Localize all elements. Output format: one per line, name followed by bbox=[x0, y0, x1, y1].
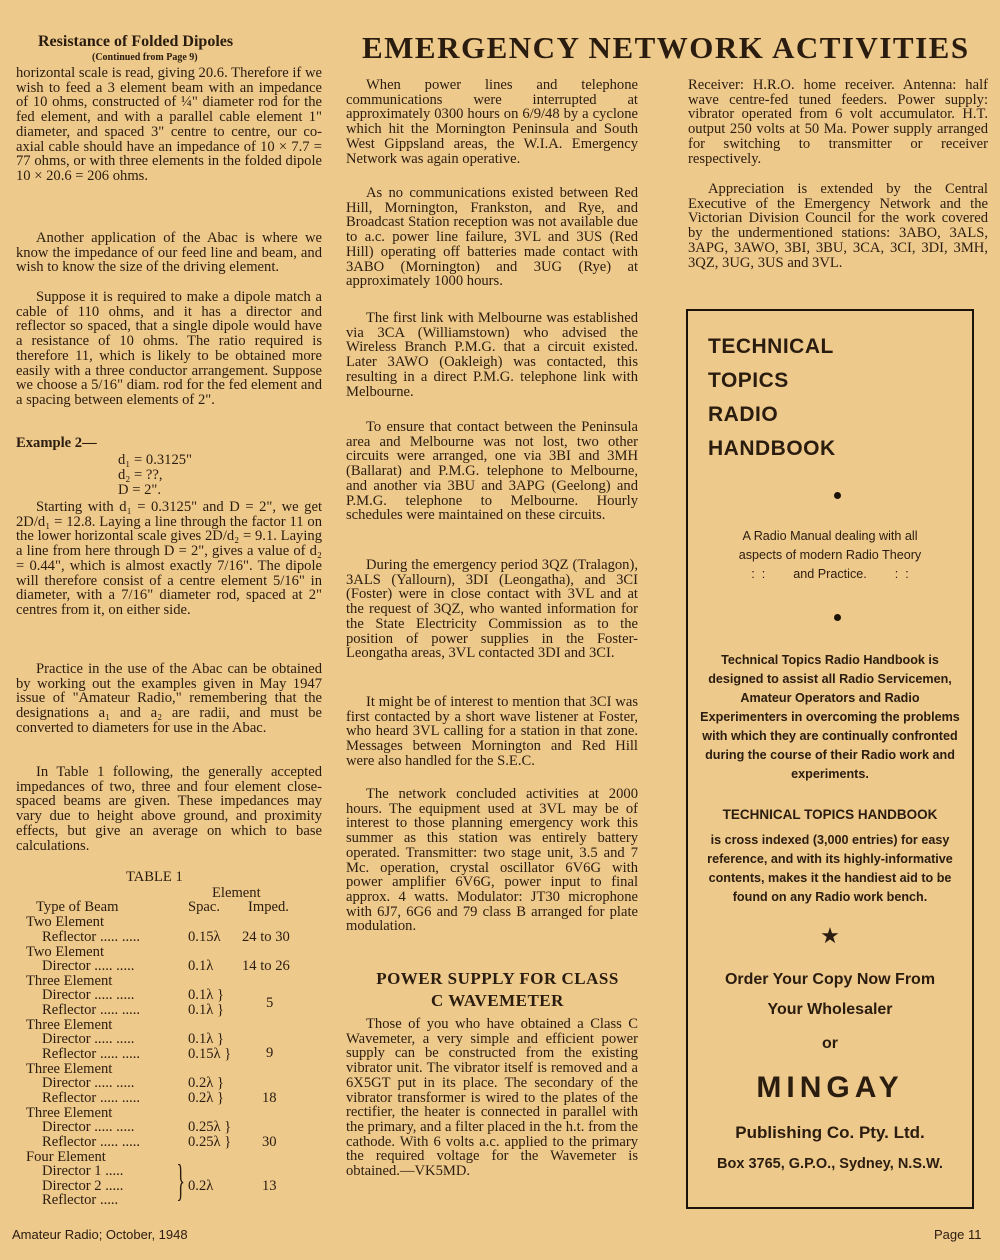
table-row: Two Element bbox=[26, 914, 105, 930]
table-cell: 0.2λ bbox=[188, 1178, 214, 1194]
paragraph: Appreciation is extended by the Central Executive of the Emergency Network and the Victorian Division Council for the work covered by the undermentioned stations: 3ABO, 3ALS, 3APG, 3AWO, 3BI, 3BU, 3CA, 3CI, 3DI, 3MH, 3QZ, 3UG, 3US and 3VL. bbox=[688, 181, 988, 271]
table-row: Four Element bbox=[26, 1149, 106, 1165]
ad-heading: TOPICS bbox=[708, 369, 789, 392]
formula-line: d₁ = 0.3125" bbox=[118, 452, 193, 468]
handbook-advertisement bbox=[686, 309, 974, 1209]
paragraph: In Table 1 following, the generally accepted impedances of two, three and four element close-spaced beams are given. These impedances may vary due to height above ground, and proximity effects, but give an average on which to base calculations. bbox=[16, 764, 322, 854]
table-cell: 18 bbox=[262, 1090, 277, 1106]
table-row: Reflector ..... ..... bbox=[42, 1090, 141, 1106]
publisher-address: Box 3765, G.P.O., Sydney, N.S.W. bbox=[717, 1156, 943, 1172]
title-line: C WAVEMETER bbox=[431, 991, 564, 1010]
ad-heading: HANDBOOK bbox=[708, 437, 836, 460]
paragraph: horizontal scale is read, giving 20.6. Therefore if we wish to feed a 3 element beam with an impedance of 10 ohms, constructed of ¼" diameter rod for the fed element, and with a parallel cable element 1" diameter, and spaced 3" centre to centre, our co-axial cable should have an impedance of 10 × 7.7 = 77 ohms, or with three elements in the folded dipole 10 × 20.6 = 206 ohms. bbox=[16, 65, 322, 184]
paragraph: Those of you who have obtained a Class C Wavemeter, a very simple and efficient power supply can be constructed from the existing vibrator unit. The vibrator itself is removed and a 6X5GT put in its place. The secondary of the vibrator transformer is wired to the plates of the rectifier, the heater is connected in parallel with the primary, and a filter placed in the h.t. from the cathode. With 6 volts a.c. applied to the primary the required voltage for the Wavemeter is obtained.—VK5MD. bbox=[346, 1016, 638, 1180]
paragraph: When power lines and telephone communications were interrupted at approximately 0300 hours on 6/9/48 by a cyclone which hit the Mornington Peninsula and South West Gippsland areas, the W.I.A. Emergency Network was again operative. bbox=[346, 77, 638, 167]
ad-subheading: TECHNICAL TOPICS HANDBOOK bbox=[722, 807, 938, 822]
table-cell: 0.2λ } bbox=[188, 1090, 224, 1106]
paragraph: Another application of the Abac is where we know the impedance of our feed line and beam, and wish to know the size of the driving element. bbox=[16, 230, 322, 276]
ad-heading: TECHNICAL bbox=[708, 335, 834, 358]
table-cell: 0.1λ } bbox=[188, 1031, 224, 1047]
table-row: Reflector ..... ..... bbox=[42, 1134, 141, 1150]
table-row: Director 2 ..... bbox=[42, 1178, 124, 1194]
table-cell: 9 bbox=[266, 1045, 274, 1061]
paragraph: Receiver: H.R.O. home receiver. Antenna: half wave centre-fed tuned feeders. Power supply: vibrator operated from 6 volt accumulator. H.T. output 250 volts at 50 Ma. Power supply arranged for switching to transmitter or receiver respectively. bbox=[688, 77, 988, 167]
example-heading: Example 2— bbox=[16, 435, 97, 451]
table-cell: 14 to 26 bbox=[242, 958, 290, 974]
bullet-dot bbox=[834, 492, 841, 499]
order-line: Order Your Copy Now From bbox=[724, 971, 936, 988]
formula-line: d₂ = ??, bbox=[118, 467, 163, 483]
table-cell: 0.25λ } bbox=[188, 1119, 232, 1135]
table-cell: 30 bbox=[262, 1134, 277, 1150]
power-supply-title bbox=[345, 968, 650, 1012]
paragraph: The first link with Melbourne was established via 3CA (Williamstown) who advised the Wireless Branch P.M.G. that a circuit existed. Later 3AWO (Oakleigh) was contacted, this resulting in a direct P.M.G. telephone link with Melbourne. bbox=[346, 310, 638, 400]
paragraph: To ensure that contact between the Peninsula area and Melbourne was not lost, two other circuits were arranged, one via 3BI and 3MH (Ballarat) and P.M.G. telephone to Melbourne, and another via 3BU and 3APG (Geelong) and P.M.G. telephone to Melbourne. Hourly schedules were maintained on these circuits. bbox=[346, 419, 638, 524]
star-icon: ★ bbox=[820, 923, 840, 948]
page-title: EMERGENCY NETWORK ACTIVITIES bbox=[362, 30, 970, 65]
paragraph: It might be of interest to mention that 3CI was first contacted by a short wave listener at Foster, who heard 3VL calling for a station in that zone. Messages between Mornington and Red Hill were also handled for the S.E.C. bbox=[346, 694, 638, 769]
table-row: Two Element bbox=[26, 944, 105, 960]
paragraph: Starting with d₁ = 0.3125" and D = 2", we get 2D/d₁ = 12.8. Laying a line through the factor 11 on the lower horizontal scale gives 2D/d₂ = 9.1. Laying a line from here through D = 2", gives a value of d₂ = 0.44", which is almost exactly 7/16". The dipole will therefore consist of a centre element 5/16" in diameter, with a 7/16" diameter rod, spaced at 2" centres from it, on either side. bbox=[16, 499, 322, 618]
table-row: Three Element bbox=[26, 1105, 113, 1121]
table-row: Director ..... ..... bbox=[42, 987, 135, 1003]
order-line: or bbox=[822, 1035, 838, 1052]
brace: } bbox=[176, 1156, 185, 1205]
title-line: POWER SUPPLY FOR CLASS bbox=[376, 969, 619, 988]
table-cell: 0.15λ bbox=[188, 929, 221, 945]
table-cell: 0.1λ } bbox=[188, 1002, 224, 1018]
formula-line: D = 2". bbox=[118, 482, 161, 498]
publisher-name: MINGAY bbox=[756, 1071, 904, 1104]
table-cell: 24 to 30 bbox=[242, 929, 290, 945]
paragraph: The network concluded activities at 2000 hours. The equipment used at 3VL may be of interest to those planning emergency work this summer as this station was entirely battery operated. Transmitter: two stage unit, 3.5 and 7 Mc. operation, crystal oscillator 6V6G with power amplifier 6V6G, power input to final approx. 4 watts. Modulator: JT30 microphone with 6J7, 6G6 and 79 class B arranged for plate modulation. bbox=[346, 786, 638, 935]
footer-issue: Amateur Radio; October, 1948 bbox=[12, 1227, 188, 1242]
ad-description: A Radio Manual dealing with all bbox=[742, 529, 918, 543]
order-line: Your Wholesaler bbox=[767, 1001, 893, 1018]
table-header: Spac. bbox=[188, 899, 221, 915]
table-header: Element bbox=[212, 885, 261, 901]
ad-description: : : and Practice. : : bbox=[751, 567, 909, 581]
table-cell: 13 bbox=[262, 1178, 277, 1194]
table-row: Director 1 ..... bbox=[42, 1163, 124, 1179]
table-row: Three Element bbox=[26, 973, 113, 989]
article-title: Resistance of Folded Dipoles bbox=[38, 33, 234, 50]
continued-note: (Continued from Page 9) bbox=[92, 52, 198, 63]
table-row: Reflector ..... bbox=[42, 1192, 119, 1208]
table-row: Director ..... ..... bbox=[42, 1119, 135, 1135]
table-1 bbox=[16, 870, 322, 1210]
table-header: Type of Beam bbox=[36, 899, 119, 915]
table-row: Reflector ..... ..... bbox=[42, 929, 141, 945]
table-title: TABLE 1 bbox=[126, 869, 183, 885]
table-header: Imped. bbox=[248, 899, 289, 915]
bullet-dot bbox=[834, 614, 841, 621]
table-cell: 0.1λ } bbox=[188, 987, 224, 1003]
ad-body: is cross indexed (3,000 entries) for easy reference, and with its highly-informative contents, makes it the handiest aid to be found on any Radio work bench. bbox=[707, 833, 953, 904]
paragraph: During the emergency period 3QZ (Tralagon), 3ALS (Yallourn), 3DI (Leongatha), and 3CI (Foster) were in close contact with 3VL and at the request of 3QZ, who wanted information for the State Electricity Commission as to the position of power supplies in the Foster-Leongatha areas, 3VL contacted 3DI and 3CI. bbox=[346, 557, 638, 662]
ad-description: aspects of modern Radio Theory bbox=[738, 548, 922, 562]
paragraph: As no communications existed between Red Hill, Mornington, Frankston, and Rye, and Broadcast Station reception was not available due to a.c. power line failure, 3VL and 3US (Red Hill) operating off batteries made contact with 3ABO (Mornington) and 3UG (Rye) at approximately 1000 hours. bbox=[346, 185, 638, 290]
table-cell: 0.2λ } bbox=[188, 1075, 224, 1091]
ad-heading: RADIO bbox=[708, 403, 779, 426]
publisher-company: Publishing Co. Pty. Ltd. bbox=[735, 1123, 925, 1142]
table-cell: 5 bbox=[266, 995, 274, 1011]
table-row: Reflector ..... ..... bbox=[42, 1002, 141, 1018]
table-row: Three Element bbox=[26, 1017, 113, 1033]
table-row: Director ..... ..... bbox=[42, 1075, 135, 1091]
table-cell: 0.25λ } bbox=[188, 1134, 232, 1150]
table-row: Director ..... ..... bbox=[42, 1031, 135, 1047]
table-row: Three Element bbox=[26, 1061, 113, 1077]
paragraph: Practice in the use of the Abac can be obtained by working out the examples given in May 1947 issue of "Amateur Radio," remembering that the designations a₁ and a₂ are radii, and must be converted to diameters for use in the Abac. bbox=[16, 661, 322, 736]
paragraph: Suppose it is required to make a dipole match a cable of 110 ohms, and it has a director and reflector so spaced, that a single dipole would have a resistance of 10 ohms. The ratio required is therefore 11, which is likely to be obtained more easily with a three conductor arrangement. Suppose we choose a 5/16" diam. rod for the fed element and a spacing between elements of 2". bbox=[16, 289, 322, 408]
table-cell: 0.1λ bbox=[188, 958, 214, 974]
ad-body: Technical Topics Radio Handbook is designed to assist all Radio Servicemen, Amateur Operators and Radio Experimenters in overcoming the problems with which they are continually confronted during the course of their Radio work and experiments. bbox=[700, 653, 960, 781]
table-row: Director ..... ..... bbox=[42, 958, 135, 974]
footer-page-number: Page 11 bbox=[934, 1227, 982, 1242]
table-row: Reflector ..... ..... bbox=[42, 1046, 141, 1062]
table-cell: 0.15λ } bbox=[188, 1046, 232, 1062]
